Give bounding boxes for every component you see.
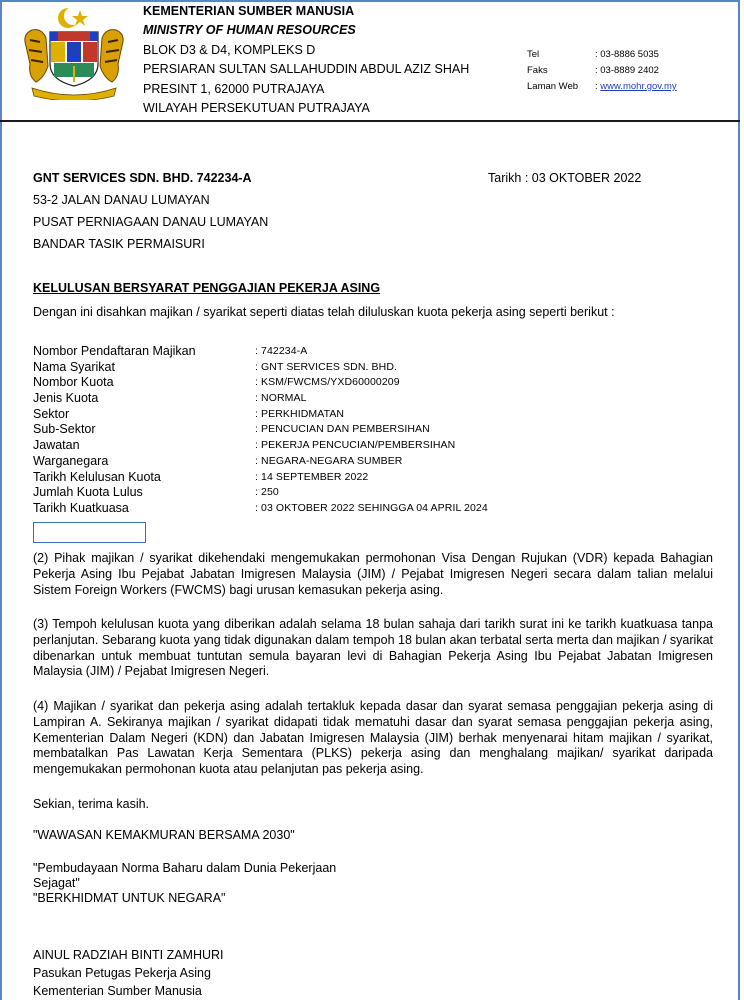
slogan-berkhidmat: "BERKHIDMAT UNTUK NEGARA" — [33, 891, 226, 905]
detail-label: Nama Syarikat — [33, 359, 115, 374]
paragraph-3: (3) Tempoh kelulusan kuota yang diberikan adalah selama 18 bulan sahaja dari tarikh surat ini ke tarikh kuatkuasa tanpa perlanjutan. Sebarang kuota yang tidak digunakan dalam tempoh 18 bulan akan terbatal serta merta dan majikan / syarikat dibenarkan untuk membuat tuntutan semula bayaran levi di Bahagian Pekerja Asing Ibu Pejabat Jabatan Imigresen Malaysia (JIM) / Pejabat Imigresen Negeri. — [33, 617, 713, 679]
recipient-company: GNT SERVICES SDN. BHD. 742234-A — [33, 171, 252, 185]
ministry-name-ms: KEMENTERIAN SUMBER MANUSIA — [143, 4, 355, 18]
detail-row — [33, 375, 488, 391]
website-link[interactable]: www.mohr.gov.my — [600, 81, 677, 92]
signatory-ministry: Kementerian Sumber Manusia — [33, 984, 202, 998]
empty-highlight-box — [33, 522, 146, 543]
contact-value: : 03-8889 2402 — [595, 65, 659, 76]
intro-text: Dengan ini disahkan majikan / syarikat seperti diatas telah diluluskan kuota pekerja asing seperti berikut : — [33, 305, 615, 319]
detail-label: Tarikh Kuatkuasa — [33, 500, 129, 515]
ministry-name-en: MINISTRY OF HUMAN RESOURCES — [143, 23, 356, 38]
contact-row-web — [527, 79, 707, 95]
contact-value — [595, 79, 707, 95]
recipient-address-line: BANDAR TASIK PERMAISURI — [33, 237, 205, 251]
signatory-unit: Pasukan Petugas Pekerja Asing — [33, 966, 211, 980]
header-divider — [0, 120, 740, 122]
closing-text: Sekian, terima kasih. — [33, 797, 150, 811]
coat-of-arms-icon — [18, 6, 130, 100]
contact-value: : 03-8886 5035 — [595, 49, 659, 60]
address-line: PERSIARAN SULTAN SALLAHUDDIN ABDUL AZIZ SHAH — [143, 62, 470, 77]
slogan-norma-line-1: "Pembudayaan Norma Baharu dalam Dunia Pekerjaan — [33, 861, 337, 875]
contact-label: Tel — [527, 49, 540, 60]
contact-label: Laman Web — [527, 81, 579, 92]
detail-row — [33, 485, 488, 501]
detail-row — [33, 501, 488, 517]
detail-label: Sektor — [33, 406, 70, 421]
address-line: BLOK D3 & D4, KOMPLEKS D — [143, 42, 316, 57]
recipient-address-line: 53-2 JALAN DANAU LUMAYAN — [33, 193, 210, 207]
contact-row-fax — [527, 63, 707, 79]
detail-value: : 742234-A — [255, 345, 308, 357]
detail-value: : NORMAL — [255, 392, 307, 405]
letter-date: Tarikh : 03 OKTOBER 2022 — [488, 171, 642, 185]
detail-value: : PENCUCIAN DAN PEMBERSIHAN — [255, 423, 430, 436]
contact-row-tel — [527, 47, 707, 63]
detail-row — [33, 360, 488, 376]
contact-label: Faks — [527, 65, 548, 76]
paragraph-4: (4) Majikan / syarikat dan pekerja asing adalah tertakluk kepada dasar dan syarat semasa penggajian pekerja asing di Lampiran A. Sekiranya majikan / syarikat didapati tidak mematuhi dasar dan syarat semasa penggajian pekerja asing, Kementerian Dalam Negeri (KDN) dan Jabatan Imigresen Malaysia (JIM) berhak menyenarai hitam majikan / syarikat, membatalkan Pas Lawatan Kerja Sementara (PLKS) pekerja asing dan menghalang majikan/ syarikat daripada mengemukakan permohonan kuota atau pelanjutan pas pekerja asing. — [33, 699, 713, 777]
detail-value: : KSM/FWCMS/YXD60000209 — [255, 376, 400, 389]
letter-subject: KELULUSAN BERSYARAT PENGGAJIAN PEKERJA ASING — [33, 281, 381, 295]
detail-label: Jenis Kuota — [33, 391, 99, 406]
detail-label: Sub-Sektor — [33, 422, 96, 437]
contact-colon: : — [595, 81, 598, 92]
detail-row — [33, 470, 488, 486]
recipient-address-line: PUSAT PERNIAGAAN DANAU LUMAYAN — [33, 215, 269, 229]
signatory-name: AINUL RADZIAH BINTI ZAMHURI — [33, 948, 224, 962]
quota-details — [33, 344, 488, 517]
detail-label: Nombor Pendaftaran Majikan — [33, 344, 196, 358]
address-line: PRESINT 1, 62000 PUTRAJAYA — [143, 81, 325, 96]
detail-value: : NEGARA-NEGARA SUMBER — [255, 454, 403, 467]
slogan-norma-line-2: Sejagat" — [33, 876, 80, 890]
detail-value: : 250 — [255, 486, 279, 499]
detail-row — [33, 407, 488, 423]
detail-row — [33, 391, 488, 407]
contact-block — [527, 47, 707, 95]
detail-label: Jawatan — [33, 438, 80, 453]
detail-value: : PERKHIDMATAN — [255, 407, 345, 420]
detail-value: : 03 OKTOBER 2022 SEHINGGA 04 APRIL 2024 — [255, 501, 488, 514]
detail-value: : PEKERJA PENCUCIAN/PEMBERSIHAN — [255, 439, 456, 452]
detail-label: Nombor Kuota — [33, 375, 114, 390]
detail-row — [33, 438, 488, 454]
slogan-wawasan: "WAWASAN KEMAKMURAN BERSAMA 2030" — [33, 828, 295, 842]
detail-row — [33, 422, 488, 438]
detail-label: Tarikh Kelulusan Kuota — [33, 469, 161, 484]
ministry-header — [143, 2, 469, 118]
detail-label: Warganegara — [33, 453, 109, 468]
paragraph-2: (2) Pihak majikan / syarikat dikehendaki mengemukakan permohonan Visa Dengan Rujukan (VDR) kepada Bahagian Pekerja Asing Ibu Pejabat Jabatan Imigresen Malaysia (JIM) / Pejabat Imigresen Negeri secara dalam talian melalui Sistem Foreign Workers (FWCMS) bagi urusan kemasukan pekerja asing. — [33, 551, 713, 597]
detail-row — [33, 454, 488, 470]
detail-row — [33, 344, 488, 360]
detail-value: : 14 SEPTEMBER 2022 — [255, 470, 369, 483]
address-line: WILAYAH PERSEKUTUAN PUTRAJAYA — [143, 101, 370, 116]
detail-label: Jumlah Kuota Lulus — [33, 485, 143, 500]
detail-value: : GNT SERVICES SDN. BHD. — [255, 360, 398, 373]
